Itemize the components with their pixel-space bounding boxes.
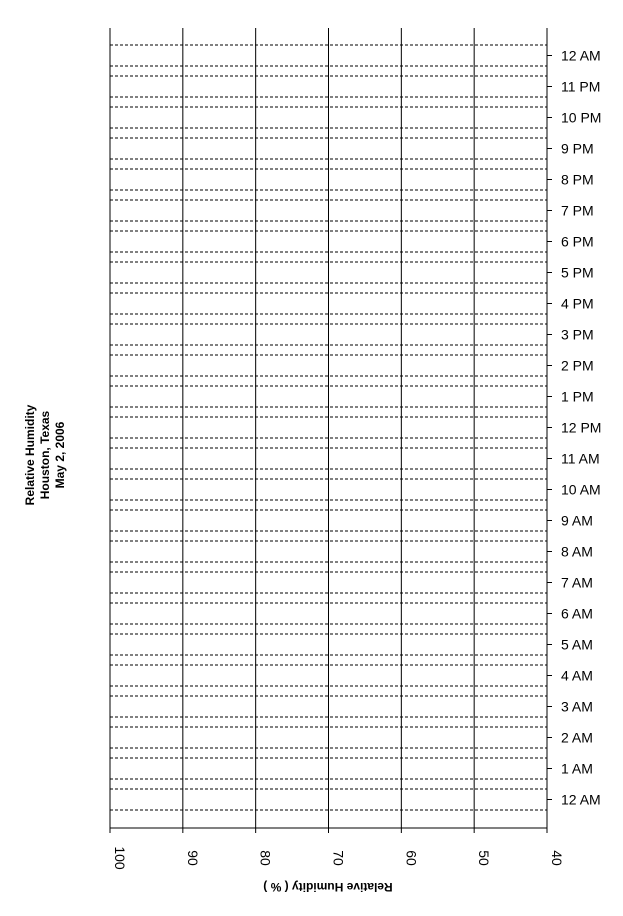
y-tick-label: 8 PM [561,171,594,188]
y-tick-label: 2 AM [561,729,593,746]
y-tick-label: 1 AM [561,760,593,777]
y-tick-label: 11 PM [561,78,601,95]
y-tick-label: 1 PM [561,388,594,405]
y-tick-label: 10 PM [561,109,602,126]
y-tick-label: 12 PM [561,419,602,436]
title-line-3: May 2, 2006 [53,421,67,489]
y-tick-label: 2 PM [561,357,594,374]
x-tick-label: 50 [476,850,493,866]
y-tick-label: 12 AM [561,791,601,808]
y-tick-label: 6 AM [561,605,593,622]
y-tick-label: 5 AM [561,636,593,653]
y-tick-label: 9 AM [561,512,593,529]
chart-title [23,404,67,505]
y-tick-label: 12 AM [561,47,601,64]
y-tick-label: 3 AM [561,698,593,715]
y-tick-label: 9 PM [561,140,594,157]
y-tick-label: 3 PM [561,326,594,343]
x-axis-label: Relative Humidity ( % ) [263,880,393,894]
x-tick-label: 100 [112,846,128,870]
y-tick-label: 7 PM [561,202,594,219]
x-tick-label: 90 [184,850,201,866]
y-tick-label: 5 PM [561,264,594,281]
title-line-2: Houston, Texas [38,410,52,500]
x-tick-label: 60 [403,850,420,866]
plot-grid [110,28,547,828]
y-tick-label: 7 AM [561,574,593,591]
x-tick-label: 80 [257,850,274,866]
y-tick-label: 4 PM [561,295,594,312]
y-tick-label: 6 PM [561,233,594,250]
y-tick-label: 10 AM [561,481,601,498]
title-line-1: Relative Humidity [23,404,37,506]
y-tick-label: 11 AM [561,450,600,467]
y-tick-label: 8 AM [561,543,593,560]
y-tick-label: 4 AM [561,667,593,684]
x-axis-ticks [110,828,565,870]
x-tick-label: 70 [330,850,347,866]
y-axis-ticks [547,48,601,808]
x-tick-label: 40 [549,850,565,866]
